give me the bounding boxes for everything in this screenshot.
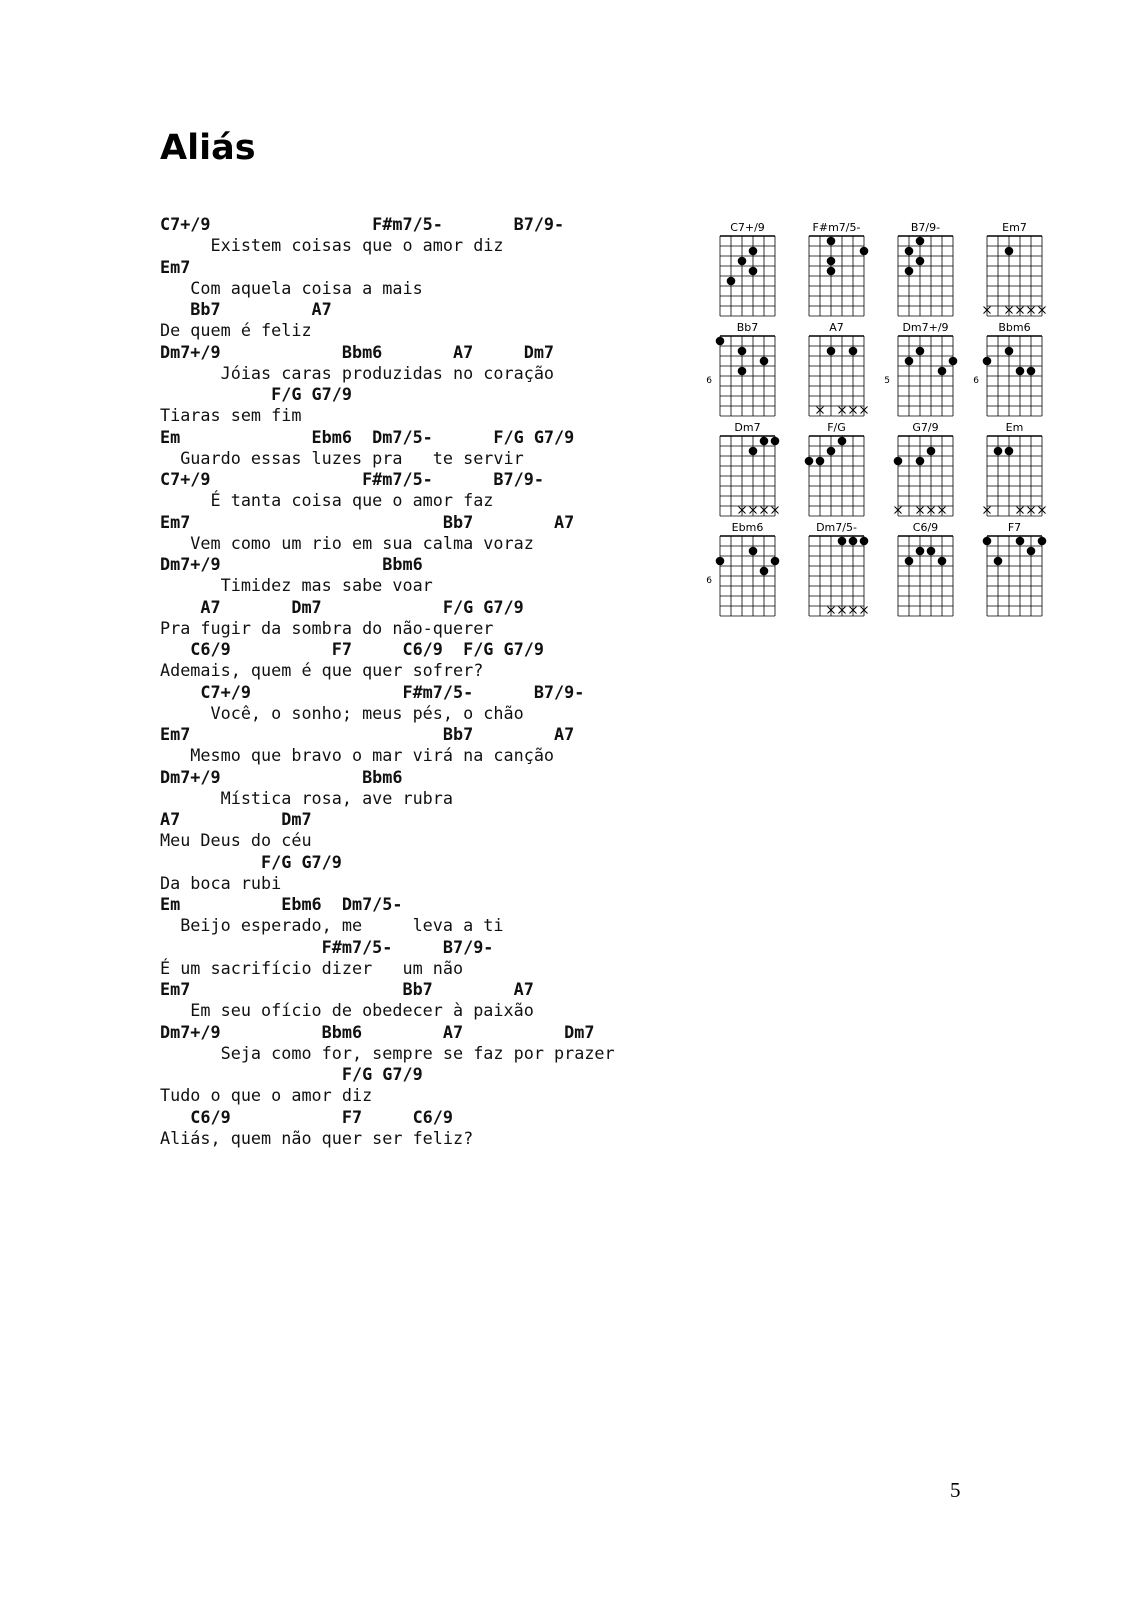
chord-diagram-name: Bb7 — [736, 321, 759, 334]
chord-diagram — [884, 321, 957, 416]
finger-dot — [805, 457, 814, 466]
chord-diagram-name: C6/9 — [912, 521, 939, 534]
chord-line: C7+/9 F#m7/5- B7/9- — [160, 214, 565, 234]
finger-dot — [749, 267, 758, 276]
finger-dot — [760, 567, 769, 576]
chord-line: Dm7+/9 Bbm6 — [160, 766, 403, 787]
finger-dot — [916, 257, 925, 266]
chord-line: A7 Dm7 F/G G7/9 — [160, 596, 524, 617]
finger-dot — [916, 457, 925, 466]
finger-dot — [827, 267, 836, 276]
lyric-line: Da boca rubi — [160, 872, 282, 893]
chord-diagram — [809, 221, 868, 316]
chord-diagram — [984, 221, 1046, 316]
finger-dot — [916, 547, 925, 556]
finger-dot — [927, 447, 936, 456]
chord-diagram-name: Dm7+/9 — [902, 321, 949, 334]
chord-diagram — [805, 421, 864, 516]
finger-dot — [738, 367, 747, 376]
finger-dot — [716, 337, 725, 346]
chord-diagram — [809, 321, 868, 416]
lyric-line: Seja como for, sempre se faz por prazer — [160, 1042, 615, 1063]
finger-dot — [927, 547, 936, 556]
finger-dot — [849, 347, 858, 356]
lyric-line: É um sacrifício dizer um não — [160, 957, 464, 978]
finger-dot — [905, 267, 914, 276]
chord-diagram — [983, 521, 1047, 616]
finger-dot — [827, 447, 836, 456]
chord-line: Em7 Bb7 A7 — [160, 511, 575, 532]
chord-diagram-name: B7/9- — [910, 221, 941, 234]
finger-dot — [838, 537, 847, 546]
finger-dot — [916, 237, 925, 246]
chord-diagram — [706, 321, 775, 416]
lyric-line: Pra fugir da sombra do não-querer — [160, 617, 494, 638]
finger-dot — [994, 447, 1003, 456]
finger-dot — [827, 347, 836, 356]
chord-diagrams-panel — [705, 218, 1060, 628]
lyric-line: É tanta coisa que o amor faz — [160, 490, 494, 511]
chord-line: Em Ebm6 Dm7/5- — [160, 894, 403, 914]
finger-dot — [738, 257, 747, 266]
finger-dot — [938, 367, 947, 376]
lyric-line: Mesmo que bravo o mar virá na canção — [160, 745, 555, 766]
chord-diagram — [984, 421, 1046, 516]
finger-dot — [827, 237, 836, 246]
lyric-line: Tiaras sem fim — [160, 405, 302, 426]
finger-dot — [749, 447, 758, 456]
chord-line: Dm7+/9 Bbm6 A7 Dm7 — [160, 1021, 595, 1042]
chord-line: Em7 Bb7 A7 — [160, 979, 534, 999]
chord-diagram-name: Ebm6 — [731, 521, 764, 534]
lyric-line: Tudo o que o amor diz — [160, 1085, 373, 1106]
chord-diagram — [973, 321, 1042, 416]
chord-diagram — [706, 521, 779, 616]
chord-diagram — [894, 421, 953, 516]
lyric-line: Jóias caras produzidas no coração — [160, 362, 555, 383]
finger-dot — [905, 247, 914, 256]
chord-diagram-name: Em7 — [1002, 221, 1027, 234]
fret-number: 5 — [884, 376, 890, 386]
finger-dot — [905, 557, 914, 566]
finger-dot — [816, 457, 825, 466]
chord-line: Em Ebm6 Dm7/5- F/G G7/9 — [160, 426, 575, 447]
chord-line: C7+/9 F#m7/5- B7/9- — [160, 681, 585, 702]
chord-diagram-name: F7 — [1007, 521, 1022, 534]
finger-dot — [1038, 537, 1047, 546]
finger-dot — [749, 547, 758, 556]
chord-line: A7 Dm7 — [160, 809, 312, 829]
finger-dot — [838, 437, 847, 446]
chord-line: Dm7+/9 Bbm6 — [160, 554, 423, 574]
finger-dot — [1016, 367, 1025, 376]
fret-number: 6 — [706, 576, 712, 586]
chord-diagram-name: C7+/9 — [730, 221, 765, 234]
finger-dot — [849, 537, 858, 546]
chord-line: F/G G7/9 — [160, 1064, 423, 1084]
finger-dot — [949, 357, 958, 366]
finger-dot — [1005, 347, 1014, 356]
chord-line: C7+/9 F#m7/5- B7/9- — [160, 469, 544, 489]
chord-diagram-name: Bbm6 — [998, 321, 1031, 334]
chord-diagram-name: F#m7/5- — [812, 221, 861, 234]
chord-line: Dm7+/9 Bbm6 A7 Dm7 — [160, 341, 555, 362]
chord-diagram — [898, 521, 953, 616]
finger-dot — [771, 437, 780, 446]
finger-dot — [749, 247, 758, 256]
song-title: Aliás — [160, 128, 256, 168]
chord-line: C6/9 F7 C6/9 — [160, 1106, 453, 1127]
chord-line: Bb7 A7 — [160, 299, 332, 319]
chord-line: F#m7/5- B7/9- — [160, 936, 494, 957]
chord-diagram-name: A7 — [829, 321, 844, 334]
lyric-line: De quem é feliz — [160, 320, 312, 341]
lyric-line: Em seu ofício de obedecer à paixão — [160, 1000, 534, 1021]
lyric-line: Guardo essas luzes pra te servir — [160, 447, 524, 468]
lyric-line: Vem como um rio em sua calma voraz — [160, 532, 534, 553]
finger-dot — [983, 357, 992, 366]
chord-diagram-name: Dm7/5- — [816, 521, 857, 534]
finger-dot — [994, 557, 1003, 566]
chord-sheet — [160, 214, 615, 1149]
chord-diagram — [809, 521, 868, 616]
chord-line: C6/9 F7 C6/9 F/G G7/9 — [160, 639, 544, 659]
chord-diagram-name: F/G — [827, 421, 846, 434]
finger-dot — [983, 537, 992, 546]
chord-line: F/G G7/9 — [160, 851, 342, 872]
chord-diagram-name: Em — [1005, 421, 1024, 434]
finger-dot — [905, 357, 914, 366]
fret-number: 6 — [973, 376, 979, 386]
chord-diagrams-grid — [705, 218, 1060, 628]
lyric-line: Meu Deus do céu — [160, 830, 312, 851]
lyric-line: Existem coisas que o amor diz — [160, 235, 504, 256]
chord-diagram — [720, 221, 775, 316]
finger-dot — [1005, 247, 1014, 256]
finger-dot — [894, 457, 903, 466]
finger-dot — [727, 277, 736, 286]
finger-dot — [760, 437, 769, 446]
lyric-line: Mística rosa, ave rubra — [160, 787, 453, 808]
lyric-line: Com aquela coisa a mais — [160, 277, 423, 298]
finger-dot — [760, 357, 769, 366]
chord-line: Em7 — [160, 256, 191, 277]
chord-diagram-name: Dm7 — [734, 421, 761, 434]
lyric-line: Ademais, quem é que quer sofrer? — [160, 660, 484, 681]
chord-line: Em7 Bb7 A7 — [160, 724, 575, 744]
finger-dot — [1016, 537, 1025, 546]
fret-number: 6 — [706, 376, 712, 386]
finger-dot — [938, 557, 947, 566]
chord-diagram-name: G7/9 — [912, 421, 939, 434]
finger-dot — [771, 557, 780, 566]
lyric-line: Você, o sonho; meus pés, o chão — [160, 702, 524, 723]
finger-dot — [1005, 447, 1014, 456]
lyric-line: Beijo esperado, me leva a ti — [160, 915, 504, 936]
chord-diagram — [720, 421, 779, 516]
finger-dot — [1027, 367, 1036, 376]
finger-dot — [827, 257, 836, 266]
lyric-line: Timidez mas sabe voar — [160, 575, 433, 596]
chord-line: F/G G7/9 — [160, 384, 352, 404]
finger-dot — [916, 347, 925, 356]
page-number: 5 — [950, 1478, 961, 1502]
finger-dot — [716, 557, 725, 566]
finger-dot — [738, 347, 747, 356]
finger-dot — [860, 537, 869, 546]
finger-dot — [860, 247, 869, 256]
finger-dot — [1027, 547, 1036, 556]
chord-diagram — [898, 221, 953, 316]
lyric-line: Aliás, quem não quer ser feliz? — [160, 1127, 474, 1148]
